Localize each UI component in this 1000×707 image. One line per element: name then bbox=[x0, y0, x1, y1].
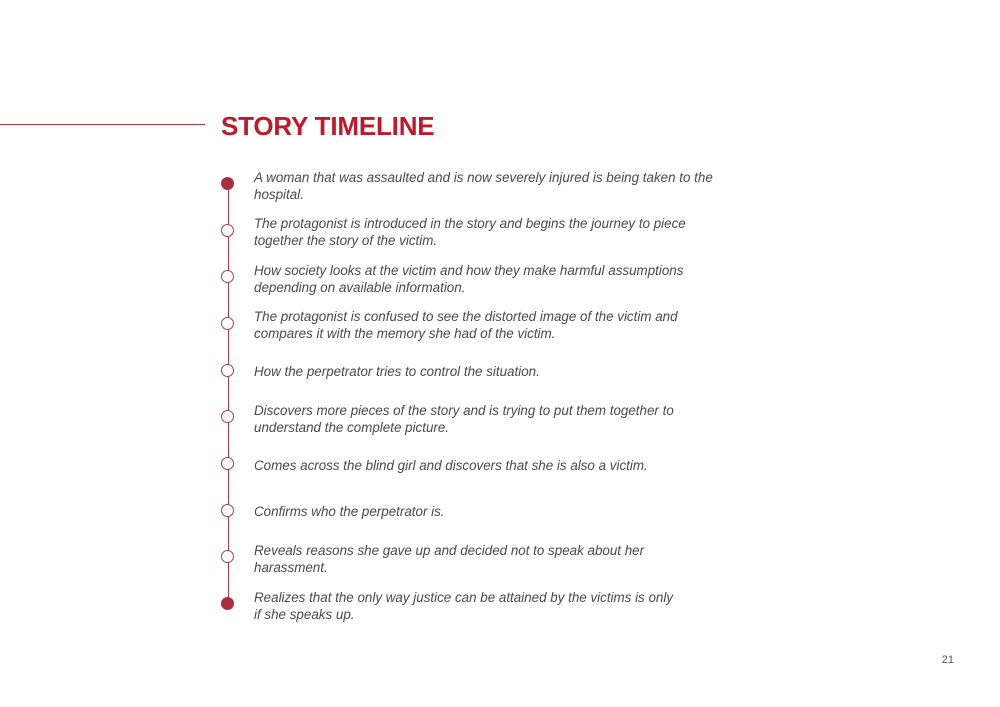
timeline-event-text: Confirms who the perpetrator is. bbox=[254, 504, 445, 519]
timeline-node bbox=[221, 317, 234, 330]
timeline-node bbox=[221, 224, 234, 237]
timeline-event-text: The protagonist is confused to see the distorted image of the victim and compares it with the memory she had of the victim. bbox=[254, 309, 678, 341]
timeline-node bbox=[221, 410, 234, 423]
page-title: STORY TIMELINE bbox=[221, 111, 435, 141]
timeline-node-filled bbox=[221, 597, 234, 610]
timeline-event-text: Realizes that the only way justice can be attained by the victims is only if she speaks up. bbox=[254, 590, 674, 622]
timeline-node bbox=[221, 457, 234, 470]
timeline-line bbox=[228, 184, 230, 604]
timeline-event-text: How society looks at the victim and how they make harmful assumptions depending on available information. bbox=[254, 263, 684, 295]
timeline-event-text: The protagonist is introduced in the story and begins the journey to piece together the story of the victim. bbox=[254, 216, 686, 248]
timeline-event-text: Discovers more pieces of the story and is trying to put them together to understand the complete picture. bbox=[254, 403, 674, 435]
timeline-event-text: Reveals reasons she gave up and decided not to speak about her harassment. bbox=[254, 543, 645, 575]
timeline-event-text: A woman that was assaulted and is now severely injured is being taken to the hospital. bbox=[254, 170, 713, 202]
timeline-node bbox=[221, 550, 234, 563]
header-rule bbox=[0, 124, 205, 125]
timeline-event-text: How the perpetrator tries to control the situation. bbox=[254, 364, 540, 379]
timeline-node-filled bbox=[221, 177, 234, 190]
timeline-event-text: Comes across the blind girl and discovers that she is also a victim. bbox=[254, 458, 648, 473]
timeline-node bbox=[221, 504, 234, 517]
timeline-node bbox=[221, 364, 234, 377]
page-number: 21 bbox=[941, 654, 954, 666]
timeline-node bbox=[221, 270, 234, 283]
